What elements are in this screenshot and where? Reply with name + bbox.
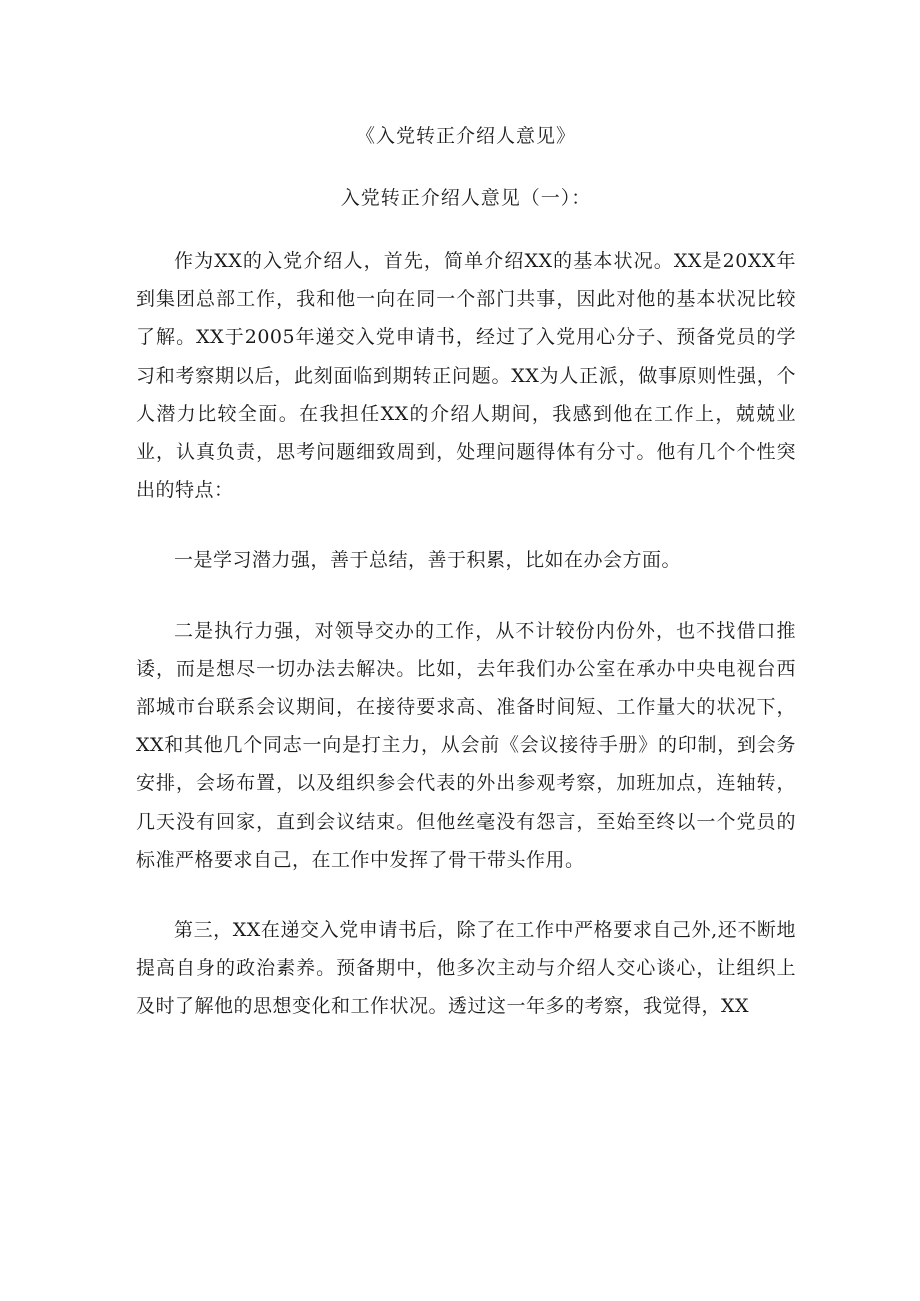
document-subtitle: 入党转正介绍人意见（一）： bbox=[340, 187, 592, 209]
paragraph-point-two: 二是执行力强，对领导交办的工作，从不计较份内份外，也不找借口推诿，而是想尽一切办法去解决。比如，去年我们办公室在承办中央电视台西部城市台联系会议期间，在接待要求高、准备时间短、工作量大的状况下，XX和其他几个同志一向是打主力，从会前《会议接待手册》的印制，到会务安排，会场布置，以及组织参会代表的外出参观考察，加班加点，连轴转，几天没有回家，直到会议结束。但他丝毫没有怨言，至始至终以一个党员的标准严格要求自己，在工作中发挥了骨干带头作用。 bbox=[136, 619, 796, 871]
paragraph-intro: 作为XX的入党介绍人，首先，简单介绍XX的基本状况。XX是20XX年到集团总部工作，我和他一向在同一个部门共事，因此对他的基本状况比较了解。XX于2005年递交入党申请书，经过了入党用心分子、预备党员的学习和考察期以后，此刻面临到期转正问题。XX为人正派，做事原则性强，个人潜力比较全面。在我担任XX的介绍人期间，我感到他在工作上，兢兢业业，认真负责，思考问题细致周到，处理问题得体有分寸。他有几个个性突出的特点： bbox=[136, 250, 796, 502]
document-body bbox=[136, 118, 796, 1058]
paragraph-point-three: 第三，XX在递交入党申请书后，除了在工作中严格要求自己外,还不断地提高自身的政治素养。预备期中，他多次主动与介绍人交心谈心，让组织上及时了解他的思想变化和工作状况。透过这一年多的考察，我觉得，XX bbox=[136, 919, 796, 1018]
document-title: 《入党转正介绍人意见》 bbox=[355, 125, 576, 147]
paragraph-point-one: 一是学习潜力强，善于总结，善于积累，比如在办会方面。 bbox=[174, 549, 682, 572]
